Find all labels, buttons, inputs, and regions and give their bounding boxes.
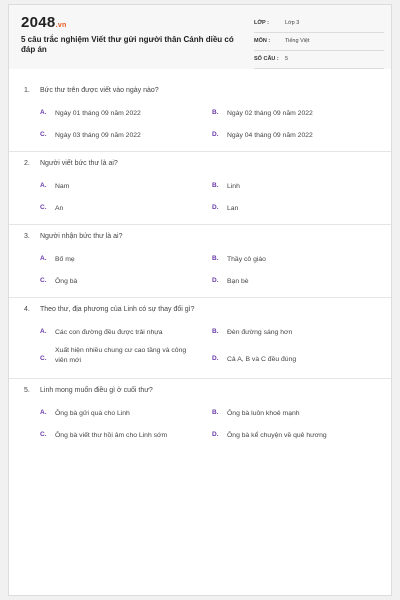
question-3 (9, 229, 391, 298)
option-row (9, 322, 391, 344)
option-a[interactable] (40, 176, 200, 198)
logo-text: 2048 (21, 14, 56, 31)
option-b[interactable] (212, 322, 372, 344)
question-2 (9, 156, 391, 225)
question-5 (9, 383, 391, 447)
option-row (9, 125, 391, 147)
option-text: Ngày 01 tháng 09 năm 2022 (55, 110, 141, 117)
option-letter: B. (212, 328, 219, 335)
option-letter: A. (40, 409, 47, 416)
option-letter: D. (212, 277, 219, 284)
option-letter: C. (40, 204, 47, 211)
option-text: Nam (55, 183, 70, 190)
option-letter: B. (212, 109, 219, 116)
question-4 (9, 302, 391, 379)
option-a[interactable] (40, 403, 200, 425)
option-d[interactable] (212, 425, 372, 447)
option-text: Ông bà kể chuyện về quê hương (227, 432, 327, 439)
question-text: Linh mong muốn điều gì ở cuối thư? (40, 387, 153, 394)
option-b[interactable] (212, 403, 372, 425)
question-number: 1. (24, 87, 30, 94)
meta-label: MÔN : (254, 38, 271, 44)
meta-label: SỐ CÂU : (254, 56, 279, 62)
option-row (9, 403, 391, 425)
option-c[interactable] (40, 344, 200, 374)
option-letter: A. (40, 328, 47, 335)
option-a[interactable] (40, 322, 200, 344)
option-row (9, 425, 391, 447)
option-letter: C. (40, 131, 47, 138)
divider (9, 151, 391, 152)
option-b[interactable] (212, 249, 372, 271)
option-row (9, 176, 391, 198)
question-number: 3. (24, 233, 30, 240)
option-text: Đèn đường sáng hơn (227, 329, 293, 336)
worksheet-meta (254, 17, 384, 71)
question-text: Bức thư trên được viết vào ngày nào? (40, 87, 159, 94)
question-prompt (9, 383, 391, 403)
option-text: Linh (227, 183, 240, 190)
question-1 (9, 83, 391, 152)
option-row (9, 271, 391, 293)
divider (9, 378, 391, 379)
option-text: Bố mẹ (55, 256, 75, 263)
option-letter: A. (40, 109, 47, 116)
option-d[interactable] (212, 198, 372, 220)
question-text: Theo thư, địa phương của Linh có sự thay đổi gì? (40, 306, 195, 313)
question-text: Người nhận bức thư là ai? (40, 233, 123, 240)
meta-row-count (254, 53, 384, 69)
option-row (9, 249, 391, 271)
option-text: Ông bà (55, 278, 78, 285)
option-text: Ông bà viết thư hồi âm cho Linh sớm (55, 432, 168, 439)
option-letter: C. (40, 431, 47, 438)
option-text: Xuất hiện nhiều chung cư cao tầng và công viên mới (55, 347, 187, 364)
option-text: Ngày 03 tháng 09 năm 2022 (55, 132, 141, 139)
option-text: Ông bà gửi quà cho Linh (55, 410, 130, 417)
option-text: Ngày 02 tháng 09 năm 2022 (227, 110, 313, 117)
option-text: Lan (227, 205, 239, 212)
worksheet-title: 5 câu trắc nghiệm Viết thư gửi người thân Cánh diều có đáp án (21, 35, 234, 54)
question-number: 5. (24, 387, 30, 394)
option-text: Ngày 04 tháng 09 năm 2022 (227, 132, 313, 139)
option-d[interactable] (212, 344, 372, 374)
option-a[interactable] (40, 249, 200, 271)
meta-value: 5 (285, 56, 289, 62)
question-prompt (9, 156, 391, 176)
option-row (9, 344, 391, 374)
option-c[interactable] (40, 198, 200, 220)
meta-row-grade (254, 17, 384, 33)
option-row (9, 198, 391, 220)
option-letter: D. (212, 431, 219, 438)
option-letter: D. (212, 204, 219, 211)
option-letter: C. (40, 277, 47, 284)
option-c[interactable] (40, 271, 200, 293)
option-letter: A. (40, 255, 47, 262)
question-prompt (9, 83, 391, 103)
question-number: 4. (24, 306, 30, 313)
site-logo[interactable] (21, 14, 67, 31)
divider (9, 224, 391, 225)
meta-value: Tiếng Việt (285, 38, 310, 44)
option-letter: A. (40, 182, 47, 189)
question-prompt (9, 229, 391, 249)
option-letter: D. (212, 131, 219, 138)
worksheet-header (9, 5, 391, 69)
meta-label: LỚP : (254, 20, 269, 26)
meta-row-subject (254, 35, 384, 51)
option-d[interactable] (212, 125, 372, 147)
option-letter: B. (212, 409, 219, 416)
option-letter: D. (212, 355, 219, 362)
question-list (9, 83, 391, 447)
option-a[interactable] (40, 103, 200, 125)
option-c[interactable] (40, 125, 200, 147)
option-letter: B. (212, 182, 219, 189)
option-text: An (55, 205, 64, 212)
option-letter: C. (40, 355, 47, 362)
option-b[interactable] (212, 176, 372, 198)
option-text: Các con đường đều được trải nhựa (55, 329, 163, 336)
meta-value: Lớp 3 (285, 20, 300, 26)
option-letter: B. (212, 255, 219, 262)
question-text: Người viết bức thư là ai? (40, 160, 118, 167)
worksheet-page (8, 4, 392, 596)
divider (9, 297, 391, 298)
option-text: Bạn bè (227, 278, 249, 285)
question-number: 2. (24, 160, 30, 167)
option-b[interactable] (212, 103, 372, 125)
question-prompt (9, 302, 391, 322)
option-text: Cả A, B và C đều đúng (227, 356, 297, 363)
option-text: Ông bà luôn khoẻ mạnh (227, 410, 300, 417)
option-c[interactable] (40, 425, 200, 447)
option-d[interactable] (212, 271, 372, 293)
logo-suffix: .vn (55, 22, 67, 29)
option-row (9, 103, 391, 125)
option-text: Thầy cô giáo (227, 256, 266, 263)
